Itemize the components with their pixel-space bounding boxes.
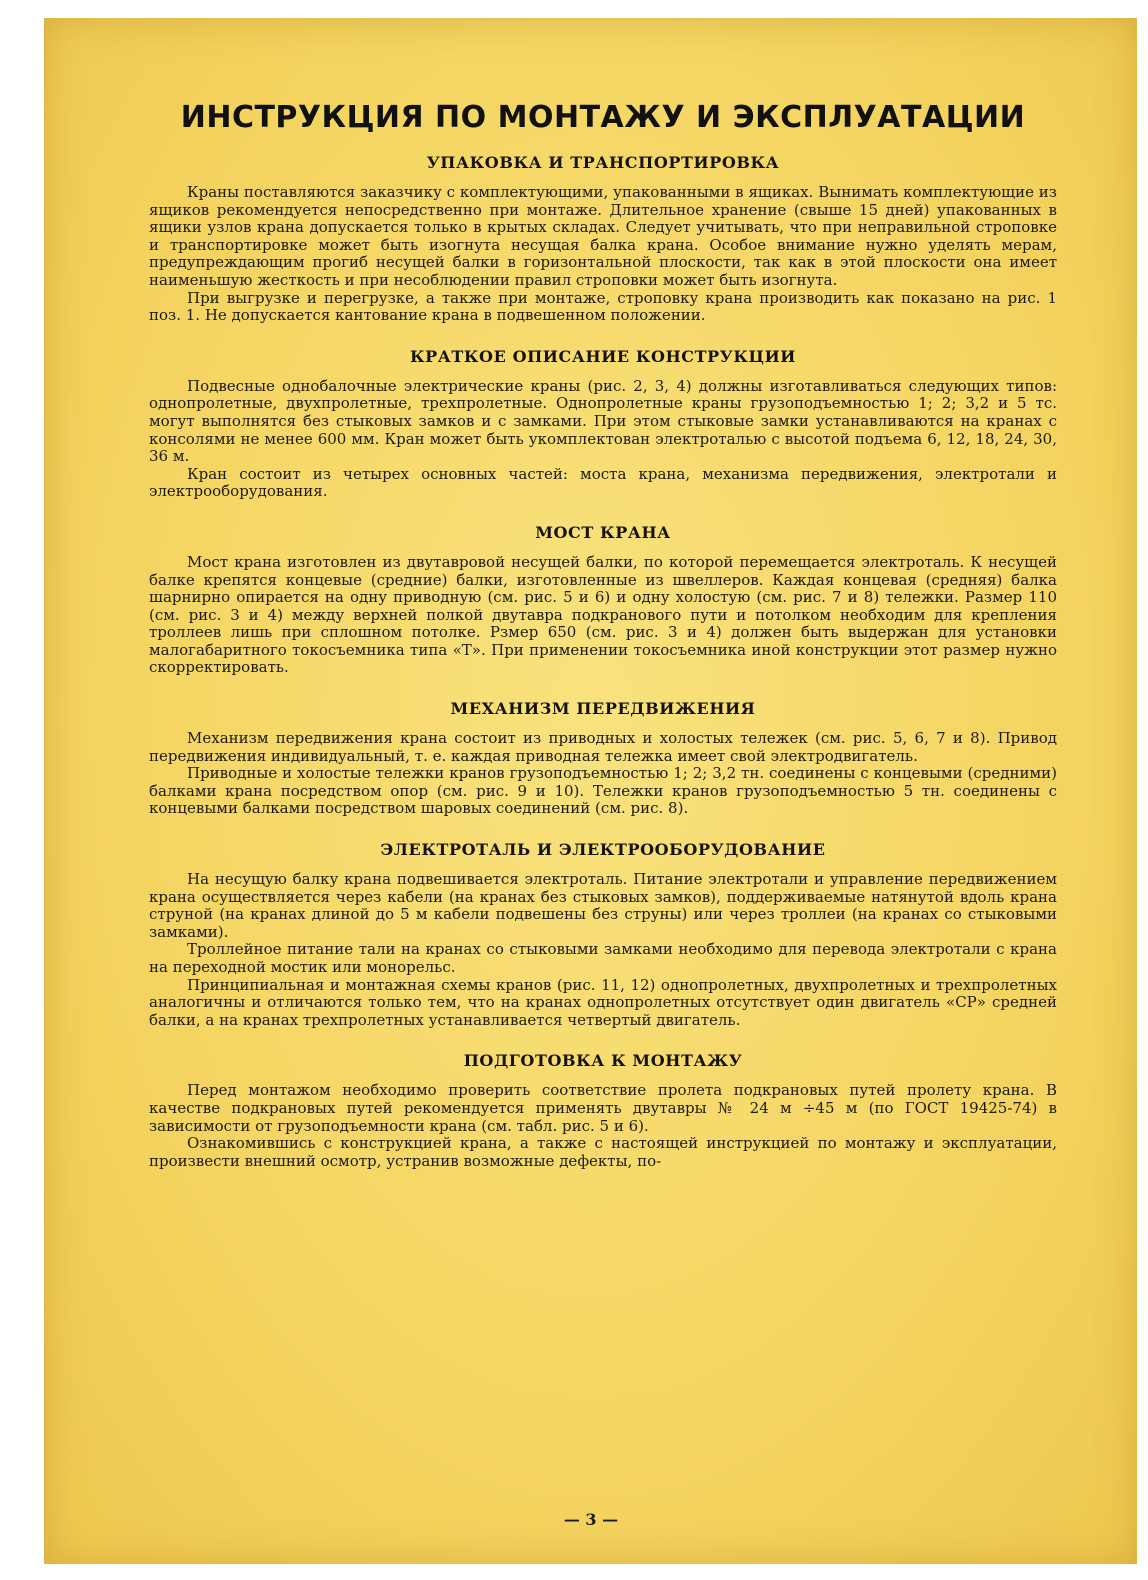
paragraph: Ознакомившись с конструкцией крана, а также с настоящей инструкцией по монтажу и эксплуатации, произвести внешний осмотр, устранив возможные дефекты, по-	[149, 1134, 1057, 1170]
paragraph: Механизм передвижения крана состоит из приводных и холостых тележек (см. рис. 5, 6, 7 и 8). Привод передвижения индивидуальный, т. е. каждая приводная тележка имеет свой электродвигатель.	[149, 729, 1057, 765]
section-packaging	[149, 153, 1057, 325]
document-body	[149, 80, 1057, 1170]
document-title: ИНСТРУКЦИЯ ПО МОНТАЖУ И ЭКСПЛУАТАЦИИ	[180, 100, 1026, 135]
document-page	[44, 18, 1137, 1564]
paragraph: Троллейное питание тали на кранах со стыковыми замками необходимо для перевода электротали с крана на переходной мостик или монорельс.	[149, 940, 1057, 976]
section-heading: МОСТ КРАНА	[535, 522, 671, 542]
section-hoist-electrical	[149, 840, 1057, 1029]
section-heading: КРАТКОЕ ОПИСАНИЕ КОНСТРУКЦИИ	[409, 346, 797, 366]
section-heading: ПОДГОТОВКА К МОНТАЖУ	[463, 1051, 743, 1071]
paragraph: Приводные и холостые тележки кранов грузоподъемностью 1; 2; 3,2 тн. соединены с концевыми (средними) балками крана посредством опор (см. рис. 9 и 10). Тележки кранов грузоподъемностью 5 тн. соединены с концевыми балками посредством шаровых соединений (см. рис. 8).	[149, 764, 1057, 818]
paragraph: Краны поставляются заказчику с комплектующими, упакованными в ящиках. Вынимать комплектующие из ящиков рекомендуется непосредственно при монтаже. Длительное хранение (свыше 15 дней) упакованных в ящики узлов крана допускается только в крытых складах. Следует учитывать, что при неправильной строповке и транспортировке может быть изогнута несущая балка крана. Особое внимание нужно уделять мерам, предупреждающим прогиб несущей балки в горизонтальной плоскости, так как в этой плоскости она имеет наименьшую жесткость и при несоблюдении правил строповки может быть изогнута.	[149, 183, 1057, 289]
section-heading: МЕХАНИЗМ ПЕРЕДВИЖЕНИЯ	[450, 699, 756, 719]
paragraph: Принципиальная и монтажная схемы кранов (рис. 11, 12) однопролетных, двухпролетных и трехпролетных аналогичны и отличаются только тем, что на кранах однопролетных отсутствует один двигатель «СР» средней балки, а на кранах трехпролетных устанавливается четвертый двигатель.	[149, 975, 1057, 1029]
paragraph: Подвесные однобалочные электрические краны (рис. 2, 3, 4) должны изготавливаться следующих типов: однопролетные, двухпролетные, трехпролетные. Однопролетные краны грузоподъемностью 1; 2; 3,2 и 5 тс. могут выполнятся без стыковых замков и с замками. При этом стыковые замки устанавливаются на кранах с консолями не менее 600 мм. Кран может быть укомплектован электроталью с высотой подъема 6, 12, 18, 24, 30, 36 м.	[149, 376, 1057, 466]
paragraph: Мост крана изготовлен из двутавровой несущей балки, по которой перемещается электроталь. К несущей балке крепятся концевые (средние) балки, изготовленные из швеллеров. Каждая концевая (средняя) балка шарнирно опирается на одну приводную (см. рис. 5 и 6) и одну холостую (см. рис. 7 и 8) тележки. Размер 110 (см. рис. 3 и 4) между верхней полкой двутавра подкранового пути и потолком необходим для крепления троллеев лишь при сплошном потолке. Рзмер 650 (см. рис. 3 и 4) должен быть выдержан для установки малогабаритного токосъемника типа «Т». При применении токосъемника иной конструкции этот размер нужно скорректировать.	[149, 552, 1057, 677]
section-heading: ЭЛЕКТРОТАЛЬ И ЭЛЕКТРООБОРУДОВАНИЕ	[380, 840, 826, 860]
section-design-overview	[149, 347, 1057, 501]
paragraph: Кран состоит из четырех основных частей: моста крана, механизма передвижения, электротали и электрооборудования.	[149, 464, 1057, 501]
paragraph: При выгрузке и перегрузке, а также при монтаже, строповку крана производить как показано на рис. 1 поз. 1. Не допускается кантование крана в подвешенном положении.	[149, 288, 1057, 325]
section-crane-bridge	[149, 523, 1057, 677]
section-installation-prep	[149, 1051, 1057, 1170]
section-heading: УПАКОВКА И ТРАНСПОРТИРОВКА	[426, 153, 780, 172]
section-travel-mechanism	[149, 699, 1057, 818]
paragraph: На несущую балку крана подвешивается электроталь. Питание электротали и управление передвижением крана осуществляется через кабели (на кранах без стыковых замков), поддерживаемые натянутой вдоль крана струной (на кранах длиной до 5 м кабели подвешены без струны) или через троллеи (на кранах со стыковыми замками).	[149, 870, 1057, 941]
paragraph: Перед монтажом необходимо проверить соответствие пролета подкрановых путей пролету крана. В качестве подкрановых путей рекомендуется применять двутавры № 24 м ÷45 м (по ГОСТ 19425-74) в зависимости от грузоподъемности крана (см. табл. рис. 5 и 6).	[149, 1081, 1057, 1135]
page-number: — 3 —	[563, 1510, 619, 1529]
